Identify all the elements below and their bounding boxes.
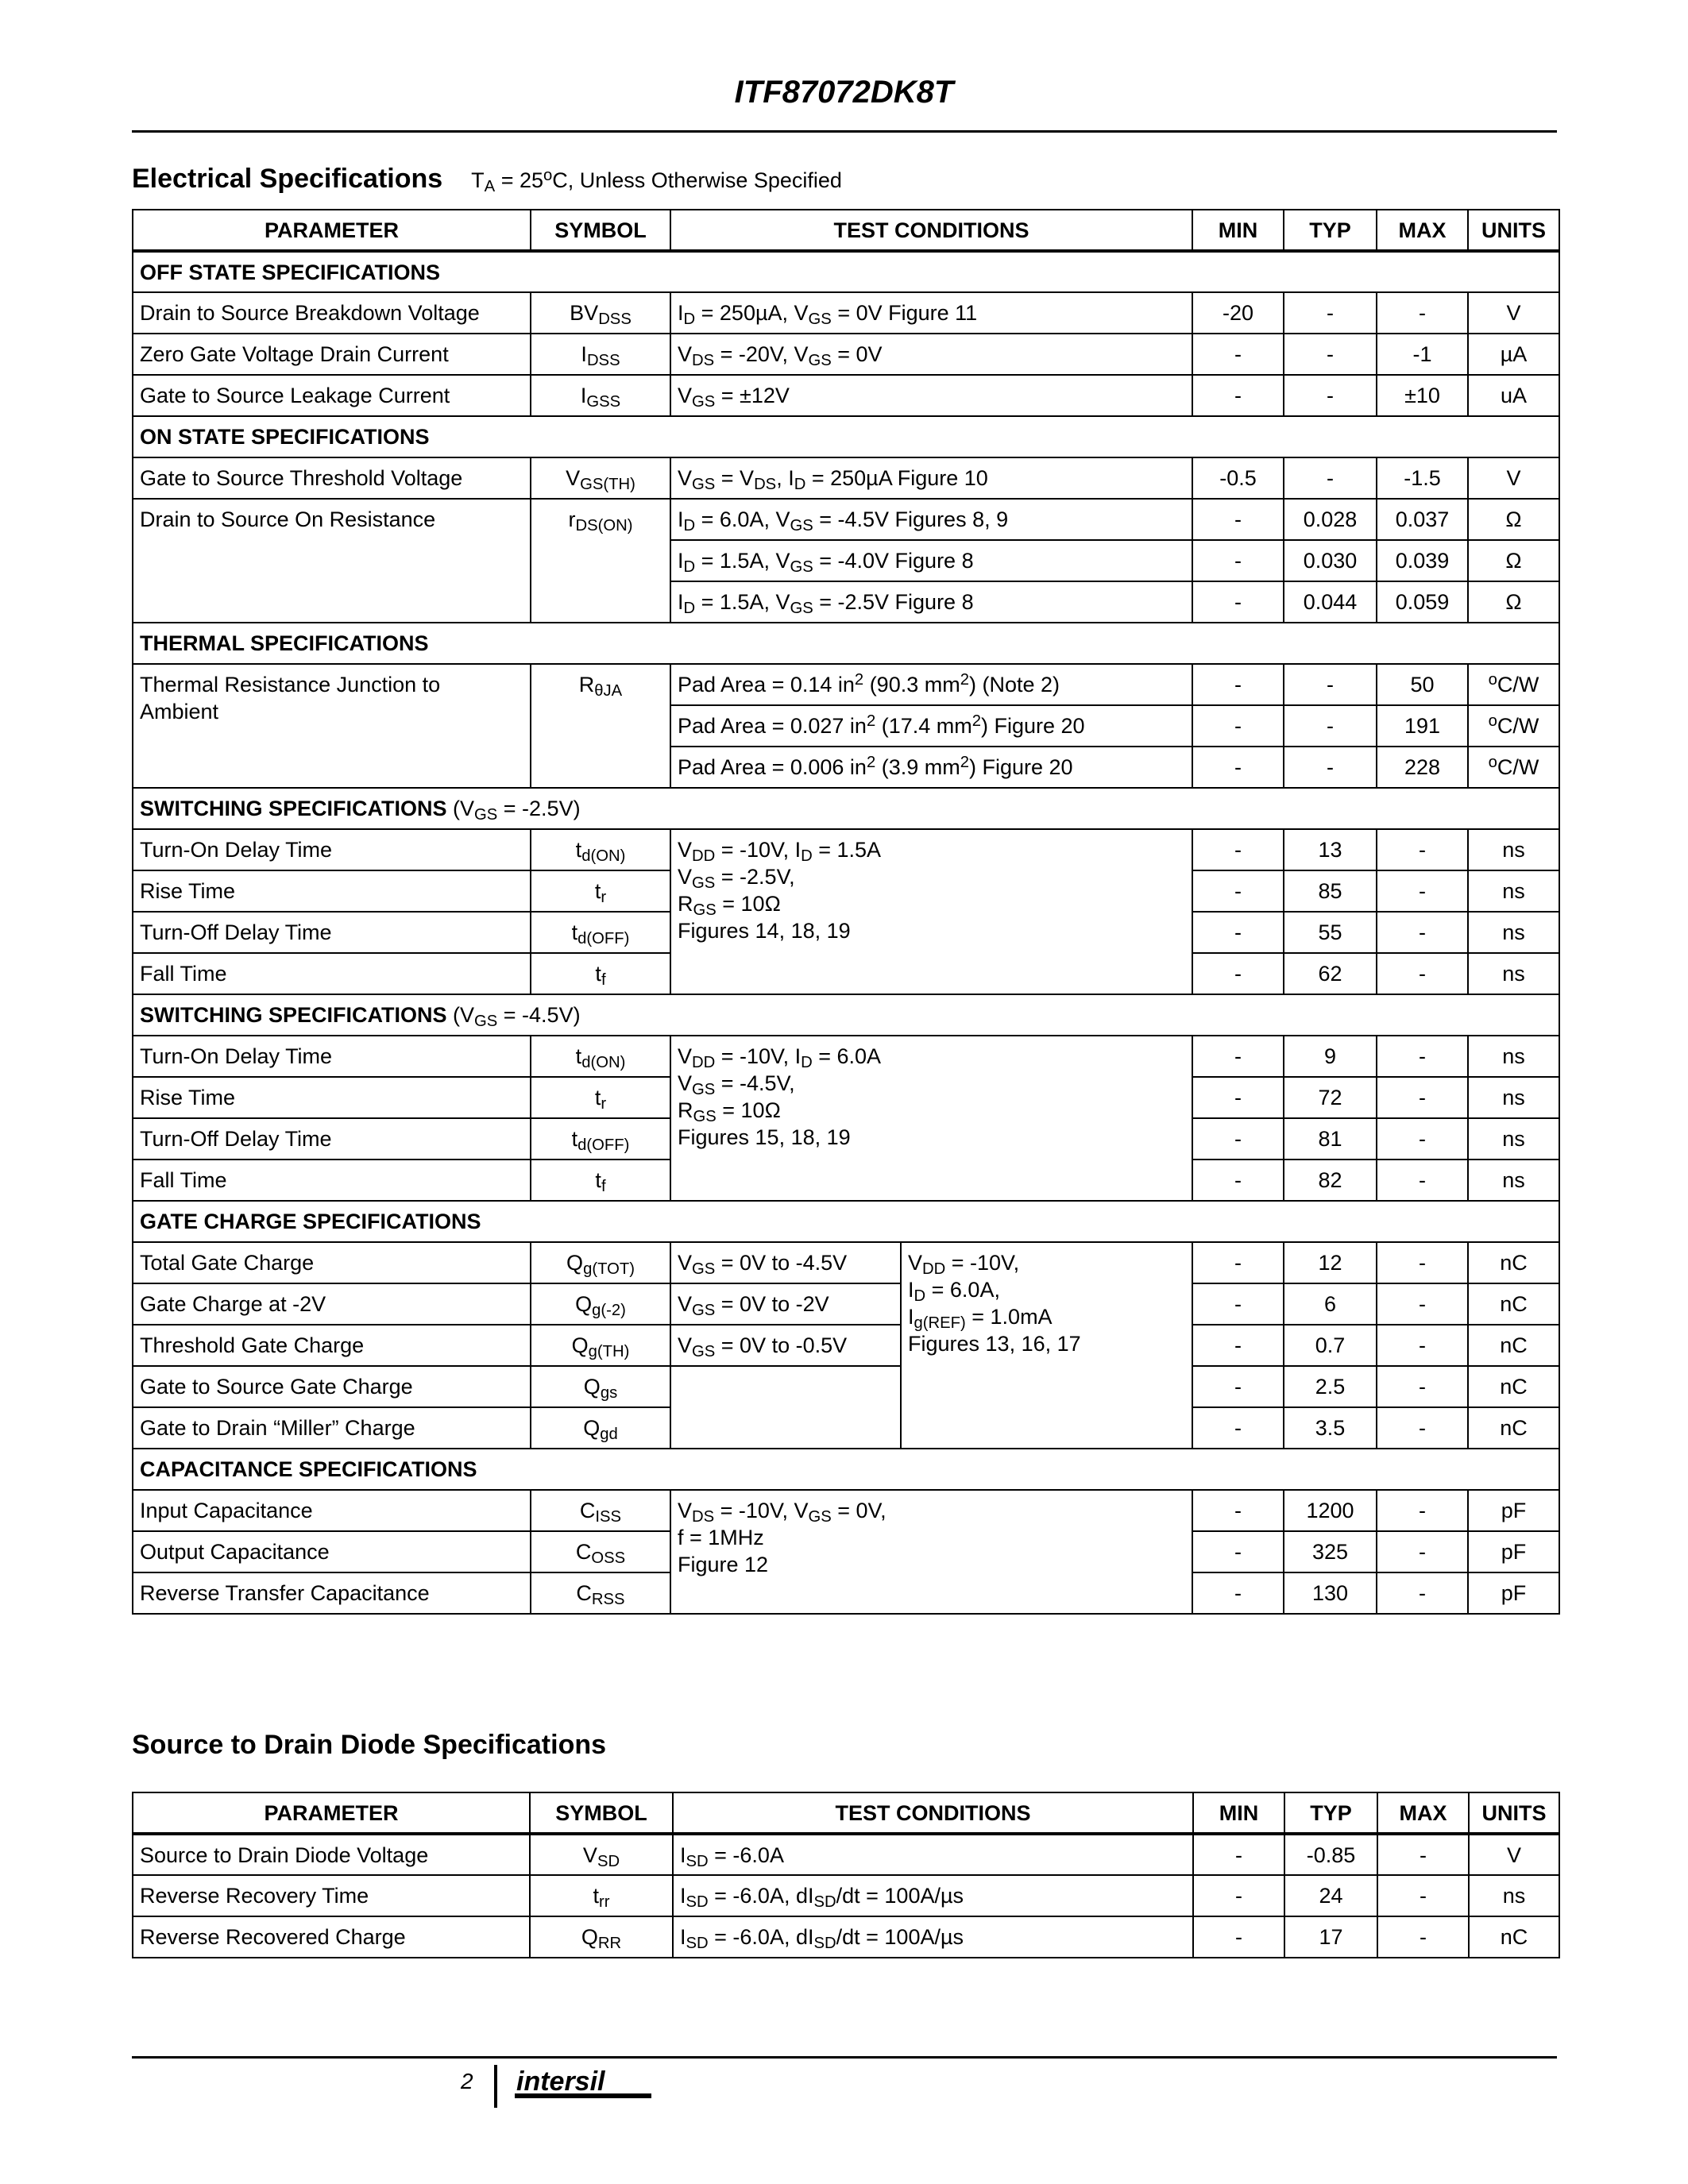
header-test-conditions: TEST CONDITIONS: [670, 210, 1192, 251]
parameter-cell: Total Gate Charge: [133, 1242, 531, 1283]
units-cell: ns: [1468, 1160, 1559, 1201]
parameter-cell: Fall Time: [133, 1160, 531, 1201]
min-cell: -: [1193, 1834, 1284, 1875]
table-row: [133, 1834, 1559, 1875]
max-cell: -: [1377, 1118, 1468, 1160]
table-row: [133, 292, 1559, 334]
header-units: UNITS: [1469, 1792, 1559, 1834]
symbol-cell: $C_{ISS}$: [531, 1490, 670, 1531]
electrical-specifications-table: [132, 209, 1560, 1615]
parameter-cell: Input Capacitance: [133, 1490, 531, 1531]
max-cell: -: [1377, 1242, 1468, 1283]
typ-cell: -0.85: [1284, 1834, 1377, 1875]
max-cell: -: [1377, 1834, 1469, 1875]
units-cell: ns: [1468, 1118, 1559, 1160]
min-cell: -: [1193, 1875, 1284, 1916]
typ-cell: 2.5: [1284, 1366, 1377, 1407]
header-parameter: PARAMETER: [133, 210, 531, 251]
min-cell: -: [1192, 829, 1284, 870]
parameter-cell: Threshold Gate Charge: [133, 1325, 531, 1366]
min-cell: -: [1192, 1366, 1284, 1407]
min-cell: -: [1192, 375, 1284, 416]
parameter-cell: Turn-Off Delay Time: [133, 1118, 531, 1160]
parameter-cell: Gate to Source Threshold Voltage: [133, 457, 531, 499]
max-cell: 0.039: [1377, 540, 1468, 581]
test-condition-cell: $I_D = 1.5A$, $V_{GS} = -2.5V$ Figure 8: [670, 581, 1192, 623]
typ-cell: 3.5: [1284, 1407, 1377, 1449]
min-cell: -: [1192, 334, 1284, 375]
parameter-cell: Reverse Recovery Time: [133, 1875, 530, 1916]
min-cell: -20: [1192, 292, 1284, 334]
max-cell: -: [1377, 1875, 1469, 1916]
page-number: 2: [461, 2069, 473, 2093]
section-label: GATE CHARGE SPECIFICATIONS: [133, 1201, 1559, 1242]
table-row: [133, 1490, 1559, 1531]
units-cell: uA: [1468, 375, 1559, 416]
units-cell: nC: [1468, 1407, 1559, 1449]
typ-cell: 24: [1284, 1875, 1377, 1916]
section-label: CAPACITANCE SPECIFICATIONS: [133, 1449, 1559, 1490]
table-row: [133, 499, 1559, 540]
typ-cell: 130: [1284, 1572, 1377, 1614]
footer-divider: [494, 2065, 497, 2108]
max-cell: ±10: [1377, 375, 1468, 416]
max-cell: -: [1377, 1531, 1468, 1572]
units-cell: nC: [1468, 1325, 1559, 1366]
parameter-cell: Fall Time: [133, 953, 531, 994]
parameter-cell: Thermal Resistance Junction to Ambient: [133, 664, 531, 788]
parameter-cell: Rise Time: [133, 870, 531, 912]
table-header-row: [133, 1792, 1559, 1834]
typ-cell: 9: [1284, 1036, 1377, 1077]
table-row: [133, 1916, 1559, 1958]
symbol-cell: $C_{RSS}$: [531, 1572, 670, 1614]
parameter-cell: Turn-On Delay Time: [133, 829, 531, 870]
units-cell: $^o$C/W: [1468, 705, 1559, 747]
symbol-cell: $t_f$: [531, 1160, 670, 1201]
max-cell: -: [1377, 1407, 1468, 1449]
symbol-cell: $t_{rr}$: [530, 1875, 673, 1916]
shared-test-conditions-cell: $V_{DD} = -10V$, $I_D = 6.0A$ $V_{GS} = -4.5V$, $R_{GS} = 10\Omega$ Figures 15, 18, 19: [670, 1036, 1192, 1201]
units-cell: nC: [1469, 1916, 1559, 1958]
test-condition-cell: $I_D = 250\mu A$, $V_{GS} = 0V$ Figure 11: [670, 292, 1192, 334]
symbol-cell: $BV_{DSS}$: [531, 292, 670, 334]
test-condition-cell: $V_{DS} = -20V$, $V_{GS} = 0V$: [670, 334, 1192, 375]
max-cell: -: [1377, 829, 1468, 870]
parameter-cell: Gate to Source Gate Charge: [133, 1366, 531, 1407]
parameter-cell: Output Capacitance: [133, 1531, 531, 1572]
parameter-cell: Gate Charge at -2V: [133, 1283, 531, 1325]
min-cell: -: [1192, 870, 1284, 912]
typ-cell: 6: [1284, 1283, 1377, 1325]
max-cell: -1: [1377, 334, 1468, 375]
units-cell: pF: [1468, 1572, 1559, 1614]
min-cell: -: [1192, 747, 1284, 788]
cell: $I_{SD} = -6.0A$, $dI_{SD}/dt = 100A/\mu s$: [673, 1875, 1193, 1916]
units-cell: Ω: [1468, 581, 1559, 623]
table-row: [133, 1283, 1559, 1325]
diode-specifications-heading: Source to Drain Diode Specifications: [132, 1730, 607, 1760]
units-cell: V: [1469, 1834, 1559, 1875]
typ-cell: 55: [1284, 912, 1377, 953]
header-parameter: PARAMETER: [133, 1792, 530, 1834]
max-cell: -: [1377, 1283, 1468, 1325]
test-condition-cell: Pad Area = 0.027 $in^2$ (17.4 $mm^2$) Figure 20: [670, 705, 1192, 747]
parameter-cell: Turn-Off Delay Time: [133, 912, 531, 953]
empty-cell: [670, 1366, 901, 1449]
min-cell: -: [1192, 1283, 1284, 1325]
min-cell: -: [1192, 1036, 1284, 1077]
section-title: Electrical Specifications: [132, 164, 443, 194]
parameter-cell: Reverse Recovered Charge: [133, 1916, 530, 1958]
cell: $V_{GS} = 0V$ to -0.5V: [670, 1325, 901, 1366]
symbol-cell: $Q_{gd}$: [531, 1407, 670, 1449]
typ-cell: 72: [1284, 1077, 1377, 1118]
max-cell: -: [1377, 1077, 1468, 1118]
units-cell: nC: [1468, 1283, 1559, 1325]
max-cell: -: [1377, 912, 1468, 953]
max-cell: -: [1377, 1490, 1468, 1531]
table-row: [133, 1875, 1559, 1916]
diode-specifications-table: [132, 1792, 1560, 1958]
units-cell: µA: [1468, 334, 1559, 375]
symbol-cell: $Q_{g(TH)}$: [531, 1325, 670, 1366]
min-cell: -: [1192, 953, 1284, 994]
max-cell: 50: [1377, 664, 1468, 705]
table-row: [133, 1366, 1559, 1407]
shared-test-conditions-cell: $V_{DS} = -10V$, $V_{GS} = 0V$, f = 1MHz Figure 12: [670, 1490, 1192, 1614]
cell: $I_{SD} = -6.0A$, $dI_{SD}/dt = 100A/\mu s$: [673, 1916, 1193, 1958]
header-min: MIN: [1193, 1792, 1284, 1834]
symbol-cell: $t_{d(OFF)}$: [531, 912, 670, 953]
units-cell: pF: [1468, 1531, 1559, 1572]
symbol-cell: $t_{d(ON)}$: [531, 829, 670, 870]
test-condition-cell: $V_{GS} = \pm 12V$: [670, 375, 1192, 416]
test-condition-cell: Pad Area = 0.14 $in^2$ (90.3 $mm^2$) (Note 2): [670, 664, 1192, 705]
parameter-cell: Reverse Transfer Capacitance: [133, 1572, 531, 1614]
header-symbol: SYMBOL: [530, 1792, 673, 1834]
header-typ: TYP: [1284, 210, 1377, 251]
min-cell: -: [1192, 1572, 1284, 1614]
document-title: ITF87072DK8T: [734, 75, 954, 110]
units-cell: $^o$C/W: [1468, 747, 1559, 788]
typ-cell: -: [1284, 457, 1377, 499]
typ-cell: 85: [1284, 870, 1377, 912]
section-row: [133, 788, 1559, 829]
table-row: [133, 1242, 1559, 1283]
symbol-cell: $r_{DS(ON)}$: [531, 499, 670, 623]
typ-cell: 82: [1284, 1160, 1377, 1201]
min-cell: -: [1193, 1916, 1284, 1958]
shared-test-conditions-cell: $V_{DD} = -10V$, $I_D = 1.5A$ $V_{GS} = -2.5V$, $R_{GS} = 10\Omega$ Figures 14, 18, 19: [670, 829, 1192, 994]
parameter-cell: Turn-On Delay Time: [133, 1036, 531, 1077]
symbol-cell: $V_{GS(TH)}$: [531, 457, 670, 499]
min-cell: -: [1192, 1531, 1284, 1572]
max-cell: -: [1377, 1036, 1468, 1077]
typ-cell: 0.044: [1284, 581, 1377, 623]
table-row: [133, 1325, 1559, 1366]
symbol-cell: $Q_{RR}$: [530, 1916, 673, 1958]
min-cell: -: [1192, 1160, 1284, 1201]
symbol-cell: $t_f$: [531, 953, 670, 994]
test-condition-cell: $I_D = 1.5A$, $V_{GS} = -4.0V$ Figure 8: [670, 540, 1192, 581]
cell: $V_{GS} = 0V$ to -2V: [670, 1283, 901, 1325]
min-cell: -: [1192, 1407, 1284, 1449]
section-row: [133, 1201, 1559, 1242]
header-test-conditions: TEST CONDITIONS: [673, 1792, 1193, 1834]
header-max: MAX: [1377, 1792, 1469, 1834]
header-max: MAX: [1377, 210, 1468, 251]
typ-cell: 1200: [1284, 1490, 1377, 1531]
test-condition-cell: $I_D = 6.0A$, $V_{GS} = -4.5V$ Figures 8, 9: [670, 499, 1192, 540]
units-cell: pF: [1468, 1490, 1559, 1531]
footer-rule: [132, 2056, 1557, 2059]
symbol-cell: $R_{\theta JA}$: [531, 664, 670, 788]
section-row: [133, 251, 1559, 292]
typ-cell: -: [1284, 375, 1377, 416]
max-cell: -: [1377, 953, 1468, 994]
header-units: UNITS: [1468, 210, 1559, 251]
max-cell: -: [1377, 1160, 1468, 1201]
symbol-cell: $t_r$: [531, 1077, 670, 1118]
table-row: [133, 334, 1559, 375]
header-typ: TYP: [1284, 1792, 1377, 1834]
min-cell: -: [1192, 581, 1284, 623]
symbol-cell: $I_{GSS}$: [531, 375, 670, 416]
table-row: [133, 664, 1559, 705]
max-cell: -: [1377, 1572, 1468, 1614]
units-cell: Ω: [1468, 540, 1559, 581]
header-symbol: SYMBOL: [531, 210, 670, 251]
min-cell: -: [1192, 1325, 1284, 1366]
symbol-cell: $Q_{g(TOT)}$: [531, 1242, 670, 1283]
section-label: SWITCHING SPECIFICATIONS $(V_{GS} = -4.5V)$: [133, 994, 1559, 1036]
max-cell: -: [1377, 1325, 1468, 1366]
typ-cell: -: [1284, 334, 1377, 375]
shared-test-conditions-cell: $V_{DD} = -10V$, $I_D = 6.0A$, $I_{g(REF)} = 1.0mA$ Figures 13, 16, 17: [901, 1242, 1192, 1449]
units-cell: ns: [1468, 1077, 1559, 1118]
min-cell: -0.5: [1192, 457, 1284, 499]
typ-cell: 13: [1284, 829, 1377, 870]
typ-cell: 81: [1284, 1118, 1377, 1160]
parameter-cell: Gate to Drain “Miller” Charge: [133, 1407, 531, 1449]
min-cell: -: [1192, 540, 1284, 581]
test-condition-cell: $V_{GS} = V_{DS}$, $I_D = 250\mu A$ Figure 10: [670, 457, 1192, 499]
units-cell: V: [1468, 292, 1559, 334]
section-label: OFF STATE SPECIFICATIONS: [133, 251, 1559, 292]
units-cell: $^o$C/W: [1468, 664, 1559, 705]
parameter-cell: Gate to Source Leakage Current: [133, 375, 531, 416]
max-cell: 228: [1377, 747, 1468, 788]
symbol-cell: $t_{d(OFF)}$: [531, 1118, 670, 1160]
table-row: [133, 457, 1559, 499]
max-cell: 0.037: [1377, 499, 1468, 540]
units-cell: nC: [1468, 1366, 1559, 1407]
units-cell: ns: [1468, 1036, 1559, 1077]
min-cell: -: [1192, 912, 1284, 953]
max-cell: -: [1377, 1366, 1468, 1407]
typ-cell: -: [1284, 292, 1377, 334]
typ-cell: -: [1284, 664, 1377, 705]
cell: $V_{GS} = 0V$ to -4.5V: [670, 1242, 901, 1283]
max-cell: 191: [1377, 705, 1468, 747]
section-label: ON STATE SPECIFICATIONS: [133, 416, 1559, 457]
units-cell: ns: [1468, 912, 1559, 953]
units-cell: ns: [1468, 953, 1559, 994]
min-cell: -: [1192, 1077, 1284, 1118]
min-cell: -: [1192, 1118, 1284, 1160]
parameter-cell: Drain to Source On Resistance: [133, 499, 531, 623]
electrical-specifications-heading: [132, 164, 842, 195]
symbol-cell: $Q_{g(-2)}$: [531, 1283, 670, 1325]
units-cell: nC: [1468, 1242, 1559, 1283]
table-row: [133, 1036, 1559, 1077]
typ-cell: 0.030: [1284, 540, 1377, 581]
typ-cell: 325: [1284, 1531, 1377, 1572]
min-cell: -: [1192, 705, 1284, 747]
parameter-cell: Rise Time: [133, 1077, 531, 1118]
test-condition-note: $T_A = 25^oC$, Unless Otherwise Specified: [471, 166, 842, 196]
intersil-logo: [513, 2063, 656, 2105]
units-cell: ns: [1468, 829, 1559, 870]
units-cell: V: [1468, 457, 1559, 499]
max-cell: 0.059: [1377, 581, 1468, 623]
units-cell: ns: [1469, 1875, 1559, 1916]
max-cell: -: [1377, 870, 1468, 912]
typ-cell: 62: [1284, 953, 1377, 994]
units-cell: ns: [1468, 870, 1559, 912]
header-rule: [132, 130, 1557, 133]
section-row: [133, 994, 1559, 1036]
symbol-cell: $Q_{gs}$: [531, 1366, 670, 1407]
max-cell: -1.5: [1377, 457, 1468, 499]
symbol-cell: $t_{d(ON)}$: [531, 1036, 670, 1077]
typ-cell: 0.028: [1284, 499, 1377, 540]
min-cell: -: [1192, 1242, 1284, 1283]
symbol-cell: $V_{SD}$: [530, 1834, 673, 1875]
max-cell: -: [1377, 1916, 1469, 1958]
table-row: [133, 375, 1559, 416]
min-cell: -: [1192, 1490, 1284, 1531]
table-row: [133, 829, 1559, 870]
symbol-cell: $I_{DSS}$: [531, 334, 670, 375]
typ-cell: 0.7: [1284, 1325, 1377, 1366]
parameter-cell: Source to Drain Diode Voltage: [133, 1834, 530, 1875]
min-cell: -: [1192, 499, 1284, 540]
cell: $I_{SD} = -6.0A$: [673, 1834, 1193, 1875]
max-cell: -: [1377, 292, 1468, 334]
section-row: [133, 416, 1559, 457]
parameter-cell: Zero Gate Voltage Drain Current: [133, 334, 531, 375]
section-label: THERMAL SPECIFICATIONS: [133, 623, 1559, 664]
test-condition-cell: Pad Area = 0.006 $in^2$ (3.9 $mm^2$) Figure 20: [670, 747, 1192, 788]
typ-cell: 17: [1284, 1916, 1377, 1958]
typ-cell: -: [1284, 747, 1377, 788]
units-cell: Ω: [1468, 499, 1559, 540]
section-label: SWITCHING SPECIFICATIONS $(V_{GS} = -2.5V)$: [133, 788, 1559, 829]
parameter-cell: Drain to Source Breakdown Voltage: [133, 292, 531, 334]
typ-cell: 12: [1284, 1242, 1377, 1283]
symbol-cell: $C_{OSS}$: [531, 1531, 670, 1572]
min-cell: -: [1192, 664, 1284, 705]
header-min: MIN: [1192, 210, 1284, 251]
table-header-row: [133, 210, 1559, 251]
section-row: [133, 623, 1559, 664]
logo-text: intersil: [516, 2066, 605, 2097]
typ-cell: -: [1284, 705, 1377, 747]
section-row: [133, 1449, 1559, 1490]
symbol-cell: $t_r$: [531, 870, 670, 912]
